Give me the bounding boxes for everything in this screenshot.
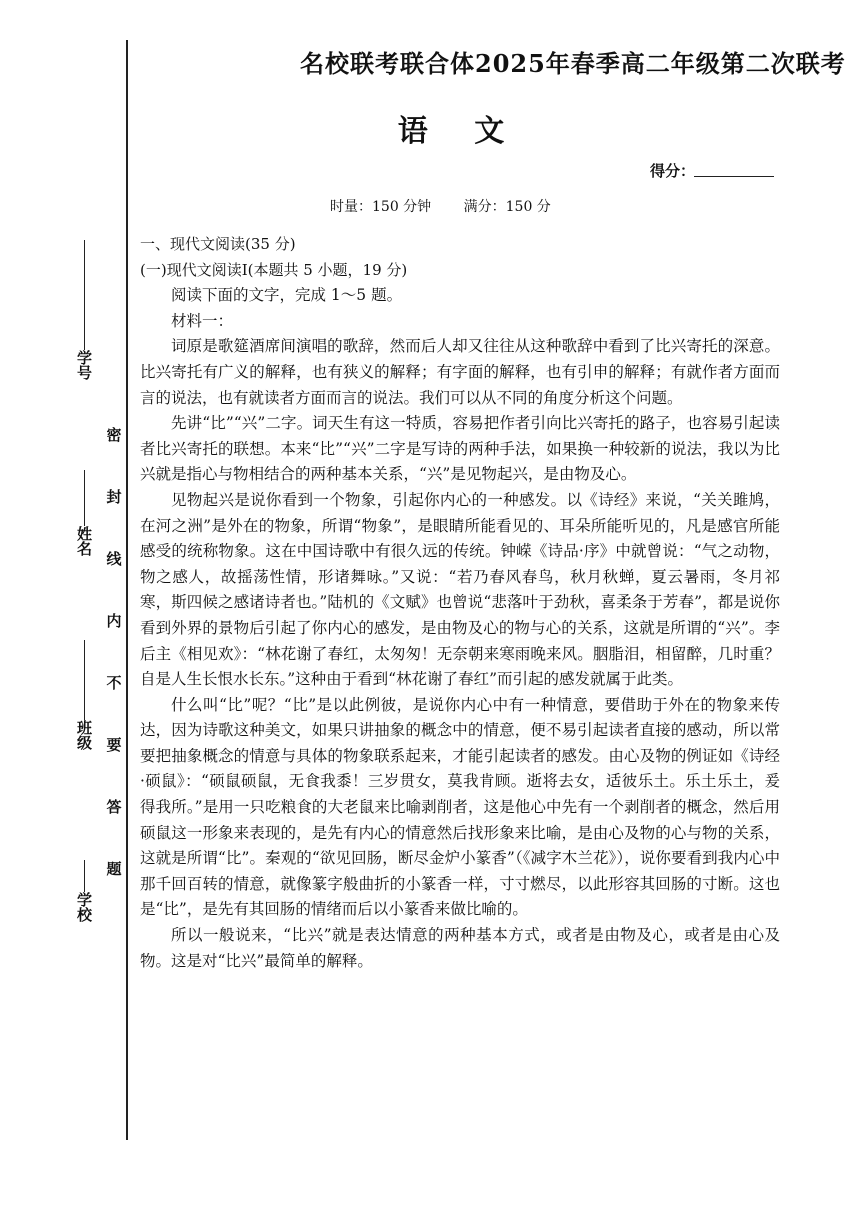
paragraph: 什么叫“比”呢？“比”是以此例彼，是说你内心中有一种情意，要借助于外在的物象来传达，因为诗歌这种美文，如果只讲抽象的概念中的情意，便不易引起读者直接的感动，所以常要把抽象概念的情意与具体的物象联系起来，才能引起读者的感发。由心及物的例证如《诗经·硕鼠》：“硕鼠硕鼠，无食我黍！三岁贯女，莫我肯顾。逝将去女，适彼乐土。乐土乐土，爰得我所。”是用一只吃粮食的大老鼠来比喻剥削者，这是他心中先有一个剥削者的概念，然后用硕鼠这一形象来表现的，是先有内心的情意然后找形象来比喻，是由心及物的心与物的关系，这就是所谓“比”。秦观的“欲见回肠，断尽金炉小篆香”（《减字木兰花》），说你要看到我内心中那千回百转的情意，就像篆字般曲折的小篆香一样，寸寸燃尽，以此形容其回肠的寸断。这也是“比”，是先有其回肠的情绪而后以小篆香来做比喻的。 [140,695,780,919]
seal-char: 要 [106,736,122,754]
score-label: 得分： [650,162,696,180]
school-field[interactable] [72,860,96,922]
student-id-line[interactable] [84,240,85,350]
score-blank[interactable] [694,176,774,177]
section-heading: 一、现代文阅读(35 分) [140,235,296,253]
name-line[interactable] [84,470,85,526]
time-info: 时量：150 分钟 [330,199,432,215]
seal-char: 答 [106,798,122,816]
seal-notice [104,424,124,880]
seal-char: 不 [106,674,122,692]
reading-content [140,232,780,974]
full-score: 满分：150 分 [463,199,551,215]
seal-char: 封 [106,488,122,506]
binding-margin [0,0,140,1226]
paragraph: 所以一般说来，“比兴”就是表达情意的两种基本方式，或者是由物及心，或者是由心及物。这是对“比兴”最简单的解释。 [140,926,780,970]
student-id-label: 学号 [75,350,93,380]
school-label: 学校 [75,892,93,922]
class-line[interactable] [84,640,85,720]
paragraph: 先讲“比”“兴”二字。词天生有这一特质，容易把作者引向比兴寄托的路子，也容易引起读者比兴寄托的联想。本来“比”“兴”二字是写诗的两种手法，如果换一种较新的说法，我以为比兴就是指心与物相结合的两种基本关系，“兴”是见物起兴，是由物及心。 [140,414,780,484]
class-field[interactable] [72,640,96,750]
subject-title: 语 文 [397,114,523,149]
subsection-heading: (一)现代文阅读Ⅰ(本题共 5 小题，19 分) [140,260,408,279]
binding-line [126,40,128,1140]
school-line[interactable] [84,860,85,892]
seal-char: 线 [106,550,122,568]
paragraph: 词原是歌筵酒席间演唱的歌辞，然而后人却又往往从这种歌辞中看到了比兴寄托的深意。比兴寄托有广义的解释，也有狭义的解释；有字面的解释，也有引申的解释；有就作者方面而言的说法，也有就读者方面而言的说法。我们可以从不同的角度分析这个问题。 [140,337,780,407]
seal-char: 题 [106,860,122,878]
material-label: 材料一： [171,311,234,330]
name-field[interactable] [72,470,96,556]
instruction: 阅读下面的文字，完成 1～5 题。 [171,286,403,305]
student-id-field[interactable] [72,240,96,380]
paragraph: 见物起兴是说你看到一个物象，引起你内心的一种感发。以《诗经》来说，“关关雎鸠，在河之洲”是外在的物象，所谓“物象”，是眼睛所能看见的、耳朵所能听见的，凡是感官所能感受的统称物象。这在中国诗歌中有很久远的传统。钟嵘《诗品·序》中就曾说：“气之动物，物之感人，故摇荡性情，形诸舞咏。”又说：“若乃春风春鸟，秋月秋蝉，夏云暑雨，冬月祁寒，斯四候之感诸诗者也。”陆机的《文赋》也曾说“悲落叶于劲秋，喜柔条于芳春”，都是说你看到外界的景物后引起了你内心的感发，是由物及心的物与心的关系，这就是所谓的“兴”。李后主《相见欢》：“林花谢了春红，太匆匆！无奈朝来寒雨晚来风。胭脂泪，相留醉，几时重？自是人生长恨水长东。”这种由于看到“林花谢了春红”而引起的感发就属于此类。 [140,490,780,689]
exam-meta [330,196,551,216]
seal-char: 密 [106,426,122,444]
exam-title: 名校联考联合体2025年春季高二年级第二次联考 [300,49,846,78]
class-label: 班级 [75,720,93,750]
name-label: 姓名 [75,526,93,556]
seal-char: 内 [106,612,122,630]
